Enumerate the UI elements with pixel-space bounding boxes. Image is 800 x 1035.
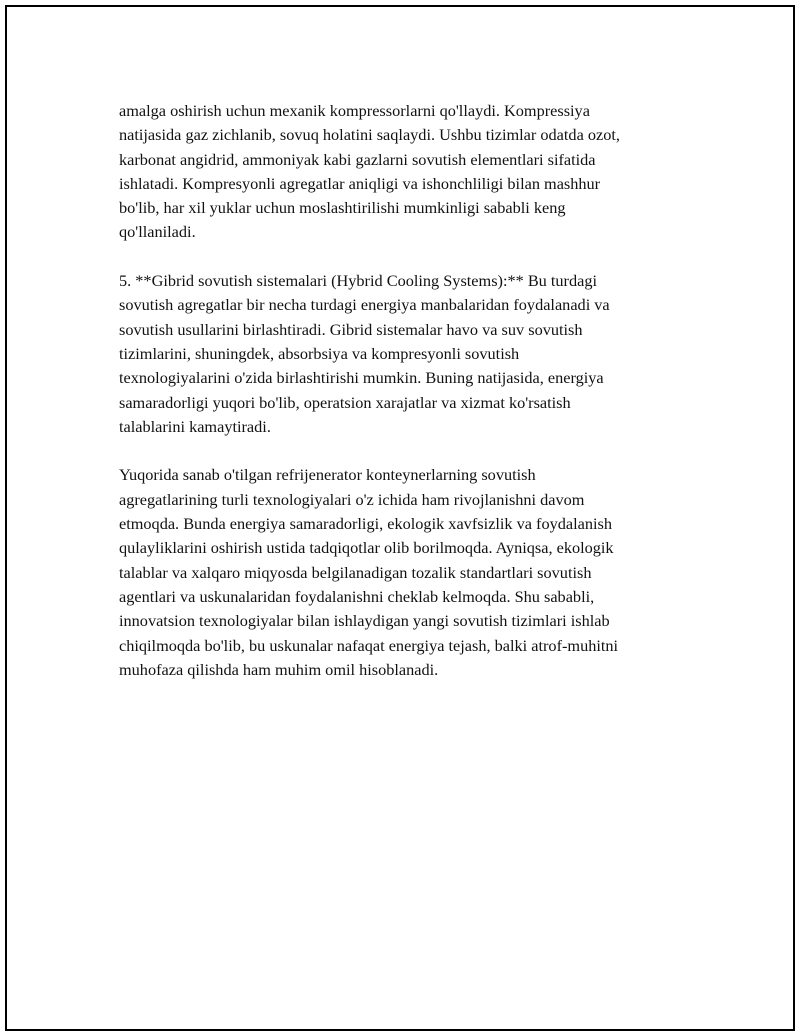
paragraph-compression-systems (119, 99, 699, 245)
text-line: natijasida gaz zichlanib, sovuq holatini saqlaydi. Ushbu tizimlar odatda ozot, (119, 125, 620, 145)
text-line: 5. **Gibrid sovutish sistemalari (Hybrid Cooling Systems):** Bu turdagi (119, 271, 598, 291)
text-line: agregatlarining turli texnologiyalari o'z ichida ham rivojlanishni davom (119, 489, 585, 509)
text-line: sovutish agregatlar bir necha turdagi energiya manbalaridan foydalanadi va (119, 295, 610, 315)
text-line: innovatsion texnologiyalar bilan ishlaydigan yangi sovutish tizimlari ishlab (119, 611, 610, 631)
text-line: talablar va xalqaro miqyosda belgilanadigan tozalik standartlari sovutish (119, 562, 592, 582)
document-page (5, 5, 795, 1031)
text-line: Yuqorida sanab o'tilgan refrijenerator konteynerlarning sovutish (119, 465, 536, 485)
text-line: etmoqda. Bunda energiya samaradorligi, ekologik xavfsizlik va foydalanish (119, 514, 612, 534)
text-line: chiqilmoqda bo'lib, bu uskunalar nafaqat energiya tejash, balki atrof-muhitni (119, 635, 619, 655)
text-line: ishlatadi. Kompresyonli agregatlar aniqligi va ishonchliligi bilan mashhur (119, 173, 601, 193)
text-line: amalga oshirish uchun mexanik kompressorlarni qo'llaydi. Kompressiya (119, 101, 590, 120)
text-line: muhofaza qilishda ham muhim omil hisoblanadi. (119, 659, 439, 679)
paragraph-hybrid-cooling (119, 269, 699, 439)
text-line: sovutish usullarini birlashtiradi. Gibrid sistemalar havo va suv sovutish (119, 319, 583, 339)
text-line: bo'lib, har xil yuklar uchun moslashtirilishi mumkinligi sababli keng (119, 198, 566, 218)
text-line: qulayliklarini oshirish ustida tadqiqotlar olib borilmoqda. Ayniqsa, ekologik (119, 538, 614, 558)
text-line: samaradorligi yuqori bo'lib, operatsion xarajatlar va xizmat ko'rsatish (119, 392, 571, 412)
text-line: talablarini kamaytiradi. (119, 416, 271, 436)
text-line: texnologiyalarini o'zida birlashtirishi mumkin. Buning natijasida, energiya (119, 368, 604, 388)
text-line: tizimlarini, shuningdek, absorbsiya va kompresyonli sovutish (119, 343, 520, 363)
text-line: agentlari va uskunalaridan foydalanishni cheklab kelmoqda. Shu sababli, (119, 586, 595, 606)
document-body (119, 99, 699, 706)
text-line: karbonat angidrid, ammoniyak kabi gazlarni sovutish elementlari sifatida (119, 149, 596, 169)
paragraph-conclusion (119, 463, 699, 682)
text-line: qo'llaniladi. (119, 222, 196, 242)
